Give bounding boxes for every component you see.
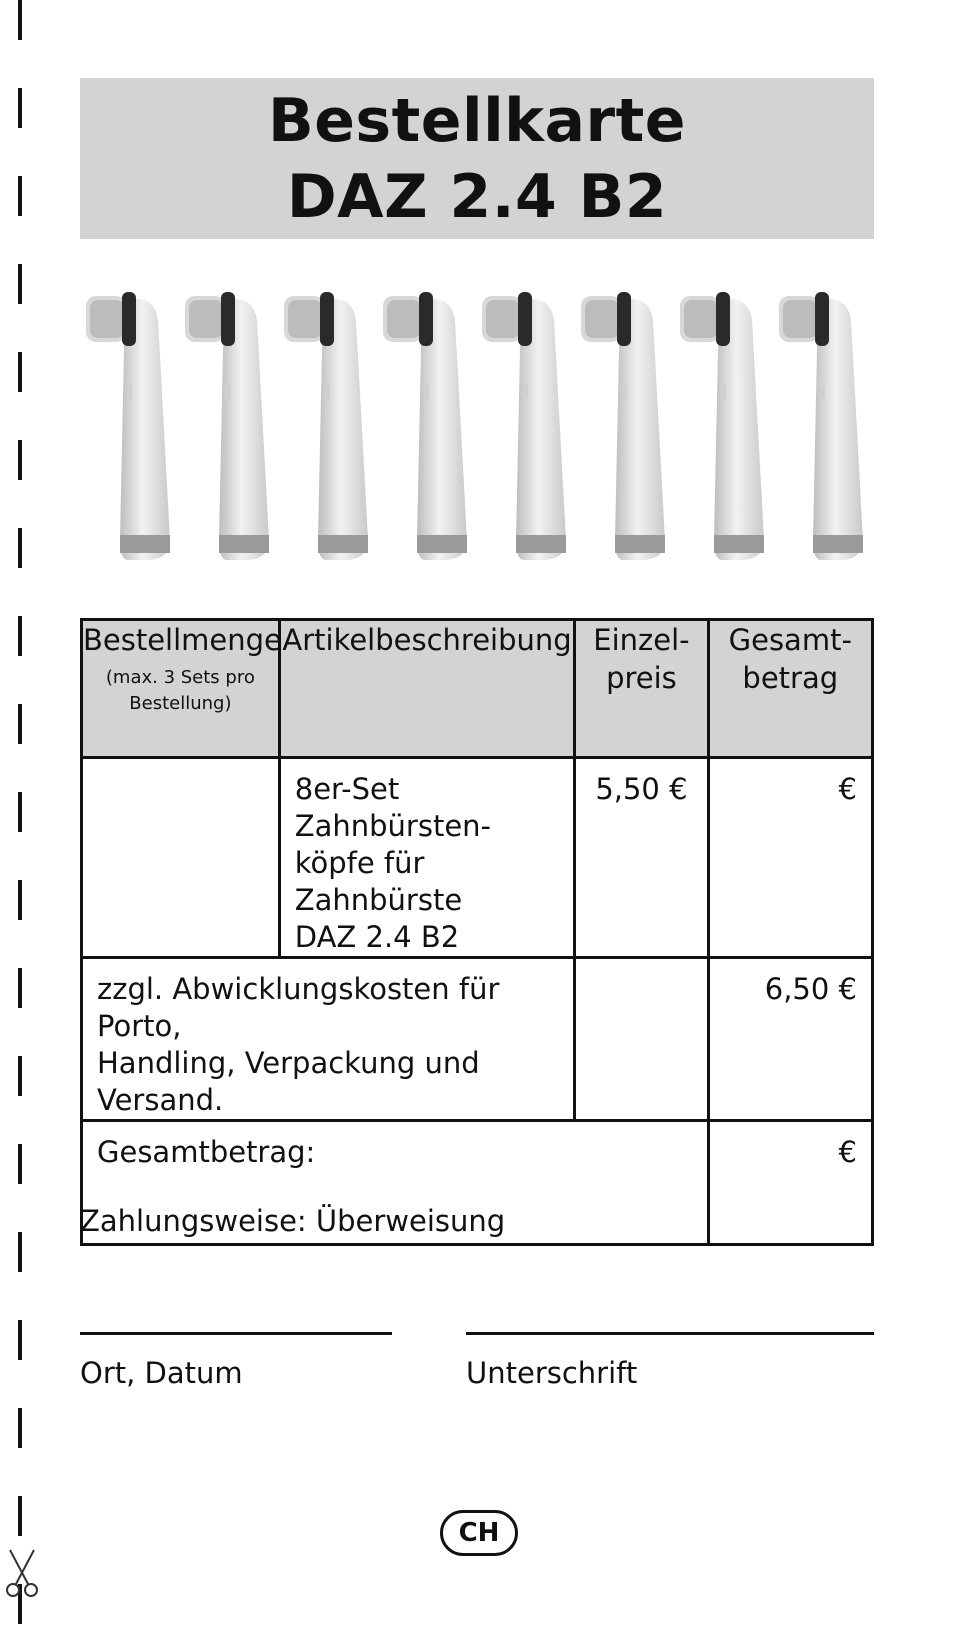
product-image xyxy=(84,290,884,565)
item-unit-price: 5,50 € xyxy=(575,758,708,958)
item-total-field[interactable]: € xyxy=(708,758,872,958)
header-quantity-note-1: (max. 3 Sets pro xyxy=(105,667,255,688)
item-description-line-3: DAZ 2.4 B2 xyxy=(294,920,460,954)
toothbrush-head-icon xyxy=(183,290,273,565)
shipping-label-line-2: Handling, Verpackung und Versand. xyxy=(97,1046,480,1117)
title-line-1: Bestellkarte xyxy=(267,85,686,156)
shipping-total: 6,50 € xyxy=(708,958,872,1121)
signature-line[interactable] xyxy=(466,1332,874,1335)
table-row-shipping xyxy=(82,958,873,1121)
title-box xyxy=(80,78,874,239)
shipping-label xyxy=(82,958,575,1121)
header-quantity-label: Bestellmenge xyxy=(83,623,282,657)
table-header-row xyxy=(82,620,873,758)
header-unit-price-line-2: preis xyxy=(606,661,677,695)
place-date-label: Ort, Datum xyxy=(80,1356,243,1390)
header-description-label: Artikelbeschreibung xyxy=(282,623,572,657)
header-total-line-1: Gesamt- xyxy=(728,623,852,657)
header-unit-price xyxy=(575,620,708,758)
toothbrush-head-icon xyxy=(84,290,174,565)
header-quantity xyxy=(82,620,280,758)
toothbrush-head-icon xyxy=(480,290,570,565)
country-badge: CH xyxy=(440,1510,518,1556)
header-total-line-2: betrag xyxy=(742,661,839,695)
toothbrush-head-icon xyxy=(678,290,768,565)
title-line-2: DAZ 2.4 B2 xyxy=(286,161,668,232)
item-description-line-1: 8er-Set Zahnbürsten- xyxy=(294,772,492,843)
header-quantity-note-2: Bestellung) xyxy=(129,693,232,714)
payment-method: Zahlungsweise: Überweisung xyxy=(80,1204,506,1238)
item-description xyxy=(279,758,575,958)
toothbrush-head-icon xyxy=(381,290,471,565)
shipping-unit-price xyxy=(575,958,708,1121)
header-description xyxy=(279,620,575,758)
toothbrush-head-icon xyxy=(282,290,372,565)
table-row-item xyxy=(82,758,873,958)
place-date-line[interactable] xyxy=(80,1332,392,1335)
order-table xyxy=(80,618,874,1246)
cut-line xyxy=(18,0,22,1643)
header-total xyxy=(708,620,872,758)
signature-label: Unterschrift xyxy=(466,1356,638,1390)
item-quantity-field[interactable] xyxy=(82,758,280,958)
item-description-line-2: köpfe für Zahnbürste xyxy=(294,846,463,917)
shipping-label-line-1: zzgl. Abwicklungskosten für Porto, xyxy=(97,972,500,1043)
toothbrush-head-icon xyxy=(579,290,669,565)
grand-total-label: Gesamtbetrag: xyxy=(82,1121,709,1245)
toothbrush-head-icon xyxy=(777,290,867,565)
header-unit-price-line-1: Einzel- xyxy=(593,623,690,657)
grand-total-field[interactable]: € xyxy=(708,1121,872,1245)
scissors-icon xyxy=(2,1548,42,1598)
